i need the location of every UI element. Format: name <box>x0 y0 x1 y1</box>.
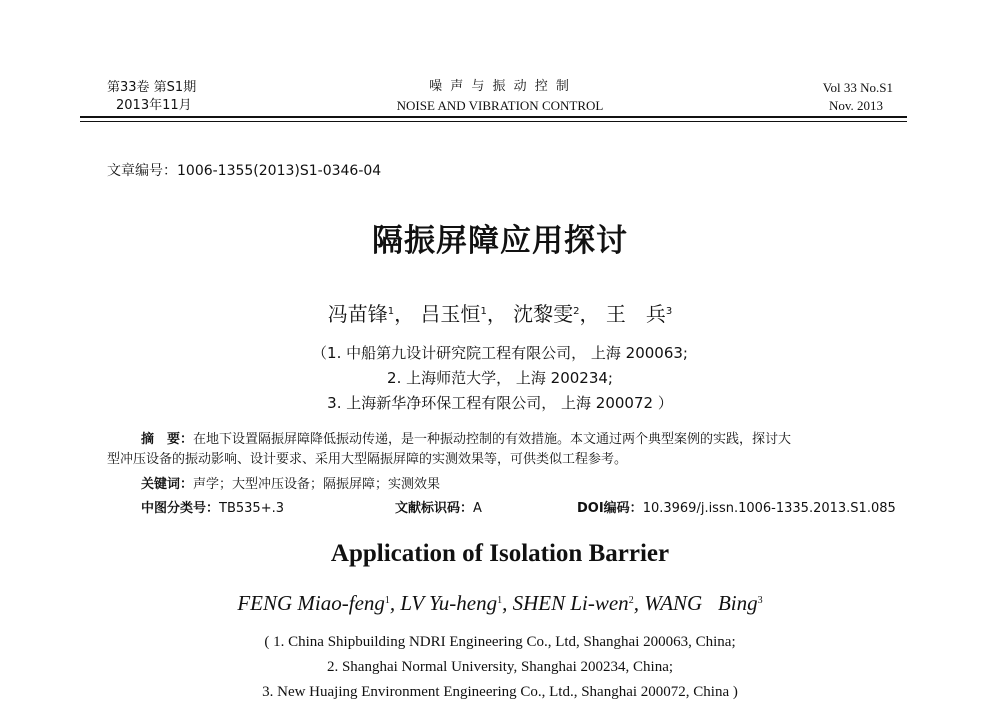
journal-title-en: NOISE AND VIBRATION CONTROL <box>396 98 604 113</box>
affiliation-cn-2: 2. 上海师范大学， 上海 200234; <box>387 369 613 387</box>
affiliation-cn-3: 3. 上海新华净环保工程有限公司， 上海 200072 ） <box>327 394 673 412</box>
author-cn: 吕玉恒$^1$， <box>420 302 507 326</box>
doi: DOI编码：10.3969/j.issn.1006-1335.2013.S1.085 <box>577 501 896 516</box>
abstract-label: 摘 要： <box>141 432 194 447</box>
author-en: WANG Bing$^3$ <box>644 591 763 615</box>
affiliation-en-3: 3. New Huajing Environment Engineering Co., Ltd., Shanghai 200072, China ) <box>262 684 738 700</box>
header-rule-thin <box>80 121 907 122</box>
document-code: 文献标识码：A <box>395 501 482 516</box>
author-cn: 沈黎雯$^2$， <box>513 302 600 326</box>
abstract-cn-line-1 <box>141 428 791 447</box>
affiliation-en-1: ( 1. China Shipbuilding NDRI Engineering Co., Ltd, Shanghai 200063, China; <box>264 634 736 650</box>
affiliation-cn-1: （1. 中船第九设计研究院工程有限公司， 上海 200063; <box>312 344 688 362</box>
author-en: LV Yu-heng$^1$, <box>400 591 513 615</box>
author-cn: 王 兵$^3$ <box>605 302 673 326</box>
header-rule-thick <box>80 116 907 118</box>
author-cn: 冯苗锋$^1$， <box>327 302 415 326</box>
authors-en <box>0 591 1000 616</box>
abstract-cn-line-2: 型冲压设备的振动影响、设计要求、采用大型隔振屏障的实测效果等，可供类似工程参考。 <box>107 452 628 467</box>
authors-cn <box>0 298 1000 327</box>
clc-number: 中图分类号：TB535+.3 <box>141 501 284 516</box>
keywords-text: 声学；大型冲压设备；隔振屏障；实测效果 <box>193 477 441 492</box>
journal-volume: Vol 33 No.S1 <box>822 80 893 95</box>
keywords-label: 关键词： <box>141 477 194 492</box>
journal-date-cn: 2013年11月 <box>116 98 192 113</box>
article-number: 文章编号：1006-1355(2013)S1-0346-04 <box>107 163 382 179</box>
journal-issue-cn: 第33卷 第S1期 <box>107 80 197 95</box>
author-en: FENG Miao-feng$^1$, <box>237 591 401 615</box>
keywords-cn <box>141 473 440 492</box>
affiliation-en-2: 2. Shanghai Normal University, Shanghai 200234, China; <box>326 659 674 675</box>
title-en: Application of Isolation Barrier <box>330 540 670 567</box>
journal-date-en: Nov. 2013 <box>828 98 883 113</box>
author-en: SHEN Li-wen$^2$, <box>512 591 645 615</box>
abstract-text: 在地下设置隔振屏障降低振动传递，是一种振动控制的有效措施。本文通过两个典型案例的实践，探讨大 <box>193 432 792 447</box>
title-cn: 隔振屏障应用探讨 <box>372 223 628 259</box>
journal-title-cn: 噪 声 与 振 动 控 制 <box>429 79 571 94</box>
